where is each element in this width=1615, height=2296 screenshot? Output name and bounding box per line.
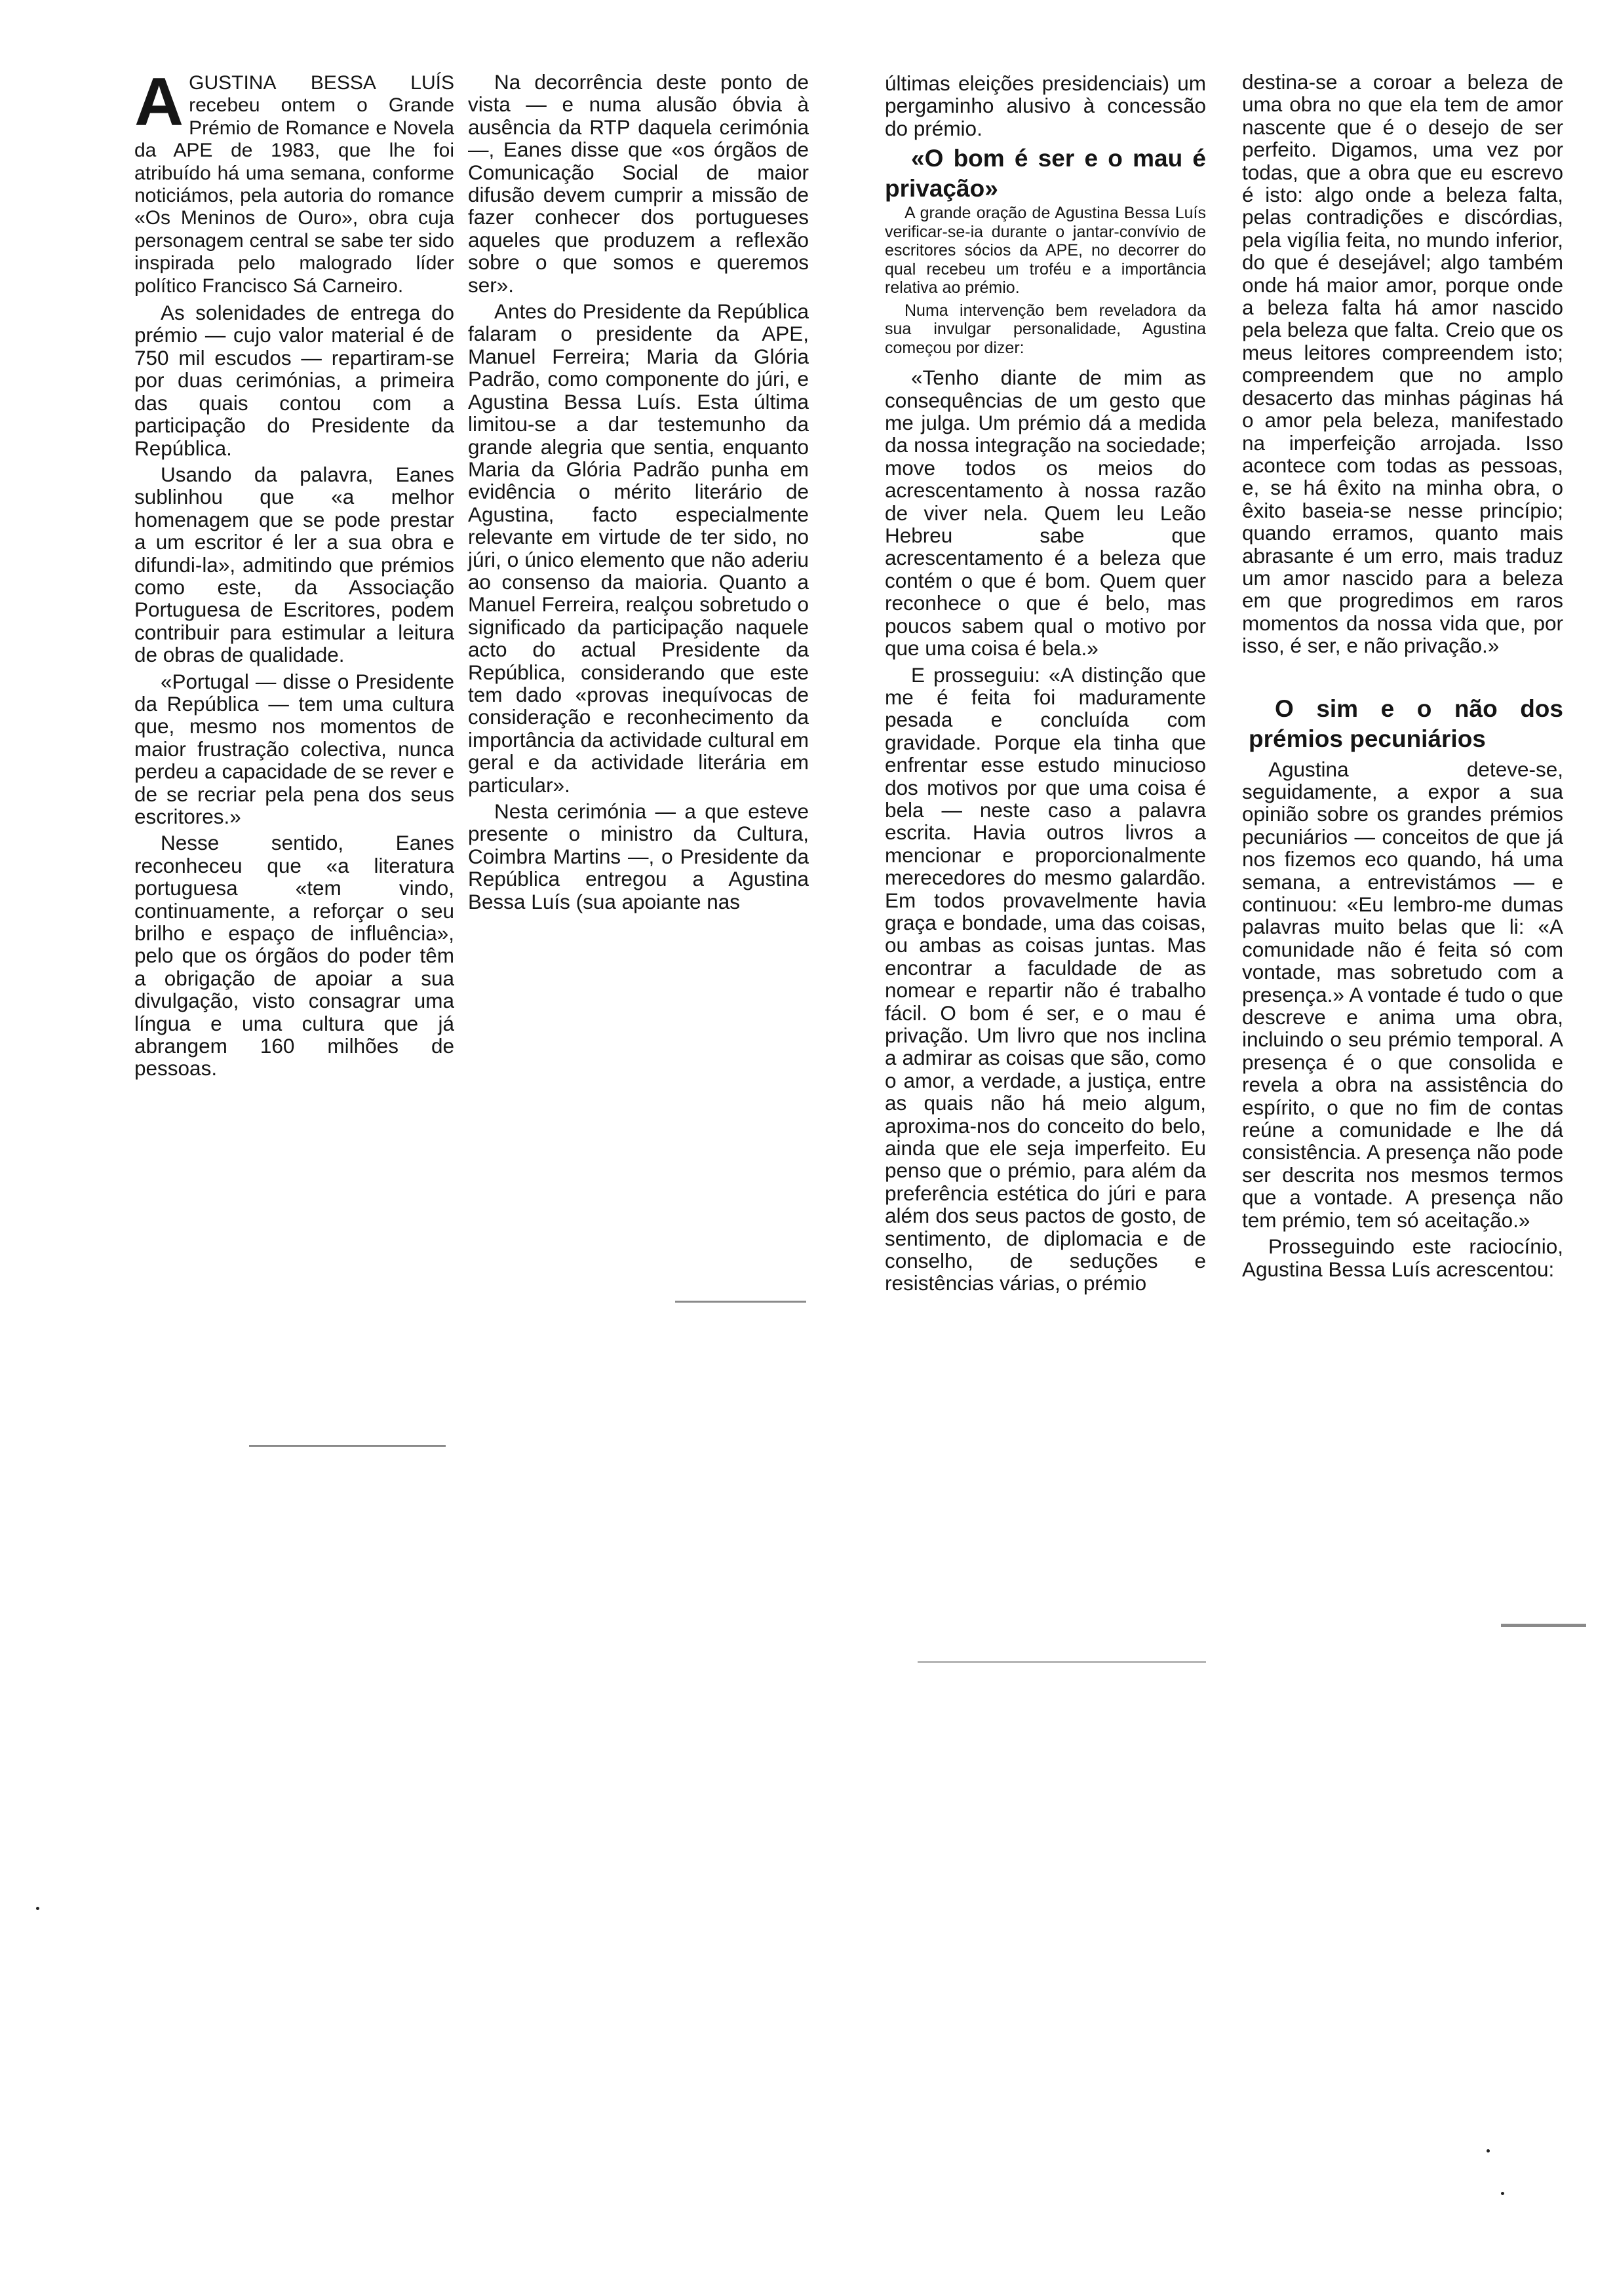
paragraph: Antes do Presidente da República falaram o presidente da APE, Manuel Ferreira; Maria da Glória Padrão, como componente do júri, e Agustina Bessa Luís. Esta última limitou-se a dar testemunho da grande alegria que sentia, enquanto Maria da Glória Padrão punha em evidência o mérito literário de Agustina, facto especialmente relevante em virtude de ter sido, no júri, o único elemento que não aderiu ao consenso da maioria. Quanto a Manuel Ferreira, realçou sobretudo o significado da participação naquele acto do actual Presidente da República, considerando que este tem dado «provas inequívocas de consideração e reconhecimento da importância da actividade cultural em geral e da actividade literária em particular». [468,299,809,797]
article-column-4 [1242,71,1563,1280]
intro-paragraph: A grande oração de Agustina Bessa Luís verificar-se-ia durante o jantar-convívio de escritores sócios da APE, no decorrer do qual recebeu um troféu e a importância relativa ao prémio. [885,204,1206,297]
lede-paragraph [134,64,454,297]
paragraph: Prosseguindo este raciocínio, Agustina Bessa Luís acrescentou: [1242,1234,1563,1281]
scan-speck [1501,2192,1504,2195]
article-column-2 [468,71,809,913]
scan-speck [36,1907,39,1910]
quote-paragraph: «Tenho diante de mim as consequências de um gesto que me julga. Um prémio dá a medida da nossa integração na sociedade; move todos os meios do acrescentamento à nossa razão de viver nela. Quem leu Leão Hebreu sabe que acrescentamento é a beleza que contém o que é bom. Quem quer reconhece o que é belo, mas poucos sabem qual o motivo por que uma coisa é bela.» [885,366,1206,660]
paragraph: últimas eleições presidenciais) um pergaminho alusivo à concessão do prémio. [885,71,1206,140]
quote-paragraph: destina-se a coroar a beleza de uma obra no que ela tem de amor nascente que é o desejo de ser perfeito. Digamos, uma vez por todas, que a obra que eu escrevo é isto: algo onde a beleza falta, pelas contradições e discórdias, pela vigília feita, no mundo inferior, do que é desejável; algo também onde há maior amor, porque onde a beleza falta há amor nascido pela beleza que falta. Creio que os meus leitores compreendem isto; compreendem que no amplo desacerto das minhas páginas há o amor pela beleza, manifestado na imperfeição arrojada. Isso acontece com todas as pessoas, e, se há êxito na minha obra, o êxito baseia-se nesse princípio; quando erramos, quanto mais abrasante é um erro, mais traduz um amor nascido para a beleza em que progredimos em raros momentos da nossa vida que, por isso, é ser, e não privação.» [1242,70,1563,658]
paragraph: Na decorrência deste ponto de vista — e numa alusão óbvia à ausência da RTP daquela cerimónia —, Eanes disse que «os órgãos de Comunicação Social de maior difusão devem cumprir a missão de fazer conhecer dos portugueses aqueles que produzem a reflexão sobre o que somos e queremos ser». [468,70,809,297]
article-column-1 [134,64,454,1081]
article-column-3 [885,72,1206,1295]
paragraph: Nesta cerimónia — a que esteve presente o ministro da Cultura, Coimbra Martins —, o Presidente da República entregou a Agustina Bessa Luís (sua apoiante nas [468,799,809,913]
intro-paragraph: Numa intervenção bem reveladora da sua invulgar personalidade, Agustina começou por dizer: [885,301,1206,357]
paragraph: Nesse sentido, Eanes reconheceu que «a literatura portuguesa «tem vindo, continuamente, a reforçar o seu brilho e espaço de influência», pelo que os órgãos do poder têm a obrigação de apoiar a sua divulgação, visto consagrar uma língua e uma cultura que já abrangem 160 milhões de pessoas. [134,831,454,1081]
paragraph: As solenidades de entrega do prémio — cujo valor material é de 750 mil escudos — repartiram-se por duas cerimónias, a primeira das quais contou com a participação do Presidente da República. [134,301,454,460]
section-subheading: O sim e o não dos prémios pecuniários [1249,695,1563,752]
scan-speck [1487,2149,1490,2152]
quote-paragraph: E prosseguiu: «A distinção que me é feita foi maduramente pesada e concluída com gravidade. Porque ela tinha que enfrentar esse estudo minucioso dos motivos por que uma coisa é bela — neste caso a palavra escrita. Havia outros livros a mencionar e proporcionalmente merecedores do mesmo galardão. Em todos provavelmente havia graça e bondade, uma das coisas, ou ambas as coisas juntas. Mas encontrar a faculdade de as nomear e repartir não é trabalho fácil. O bom é ser, e o mau é privação. Um livro que nos inclina a admirar as coisas que são, como o amor, a verdade, a justiça, entre as quais não há meio algum, aproxima-nos do conceito do belo, ainda que ele seja imperfeito. Eu penso que o prémio, para além da preferência estética do júri e para além dos seus pactos de gosto, de sentimento, de diplomacia e de conselho, de seduções e resistências várias, o prémio [885,662,1206,1295]
drop-cap: A [134,64,184,140]
paragraph: Usando da palavra, Eanes sublinhou que «a melhor homenagem que se pode prestar a um escritor é ler a sua obra e difundi-la», admitindo que prémios como este, da Associação Portuguesa de Escritores, podem contribuir para estimular a leitura de obras de qualidade. [134,462,454,667]
scan-smear [675,1301,806,1303]
scan-smear [249,1445,446,1447]
scan-smear [1501,1624,1586,1627]
scan-smear [918,1661,1206,1663]
paragraph: «Portugal — disse o Presidente da República — tem uma cultura que, mesmo nos momentos de maior frustração colectiva, nunca perdeu a capacidade de se rever e de se recriar pela pena dos seus escritores.» [134,669,454,828]
intro-block [885,204,1206,357]
lede-text: GUSTINA BESSA LUÍS recebeu ontem o Grande Prémio de Romance e Novela da APE de 1983, que lhe foi atribuído há uma semana, conforme noticiámos, pela autoria do romance «Os Meninos de Ouro», obra cuja personagem central se sabe ter sido inspirada pelo malogrado líder político Francisco Sá Carneiro. [134,72,454,297]
section-subheading: «O bom é ser e o mau é privação» [885,145,1206,202]
paragraph: Agustina deteve-se, seguidamente, a expor a sua opinião sobre os grandes prémios pecuniários — conceitos de que já nos fizemos eco quando, há uma semana, a entrevistámos — e continuou: «Eu lembro-me dumas palavras muito belas que li: «A comunidade não é feita só com vontade, mas sobretudo com a presença.» A vontade é tudo o que descreve e anima uma obra, incluindo o seu prémio temporal. A presença é o que consolida e revela a obra na assistência do espírito, o que no fim de contas reúne a comunidade e lhe dá consistência. A presença não pode ser descrita nos mesmos termos que a vontade. A presença não tem prémio, tem só aceitação.» [1242,757,1563,1232]
